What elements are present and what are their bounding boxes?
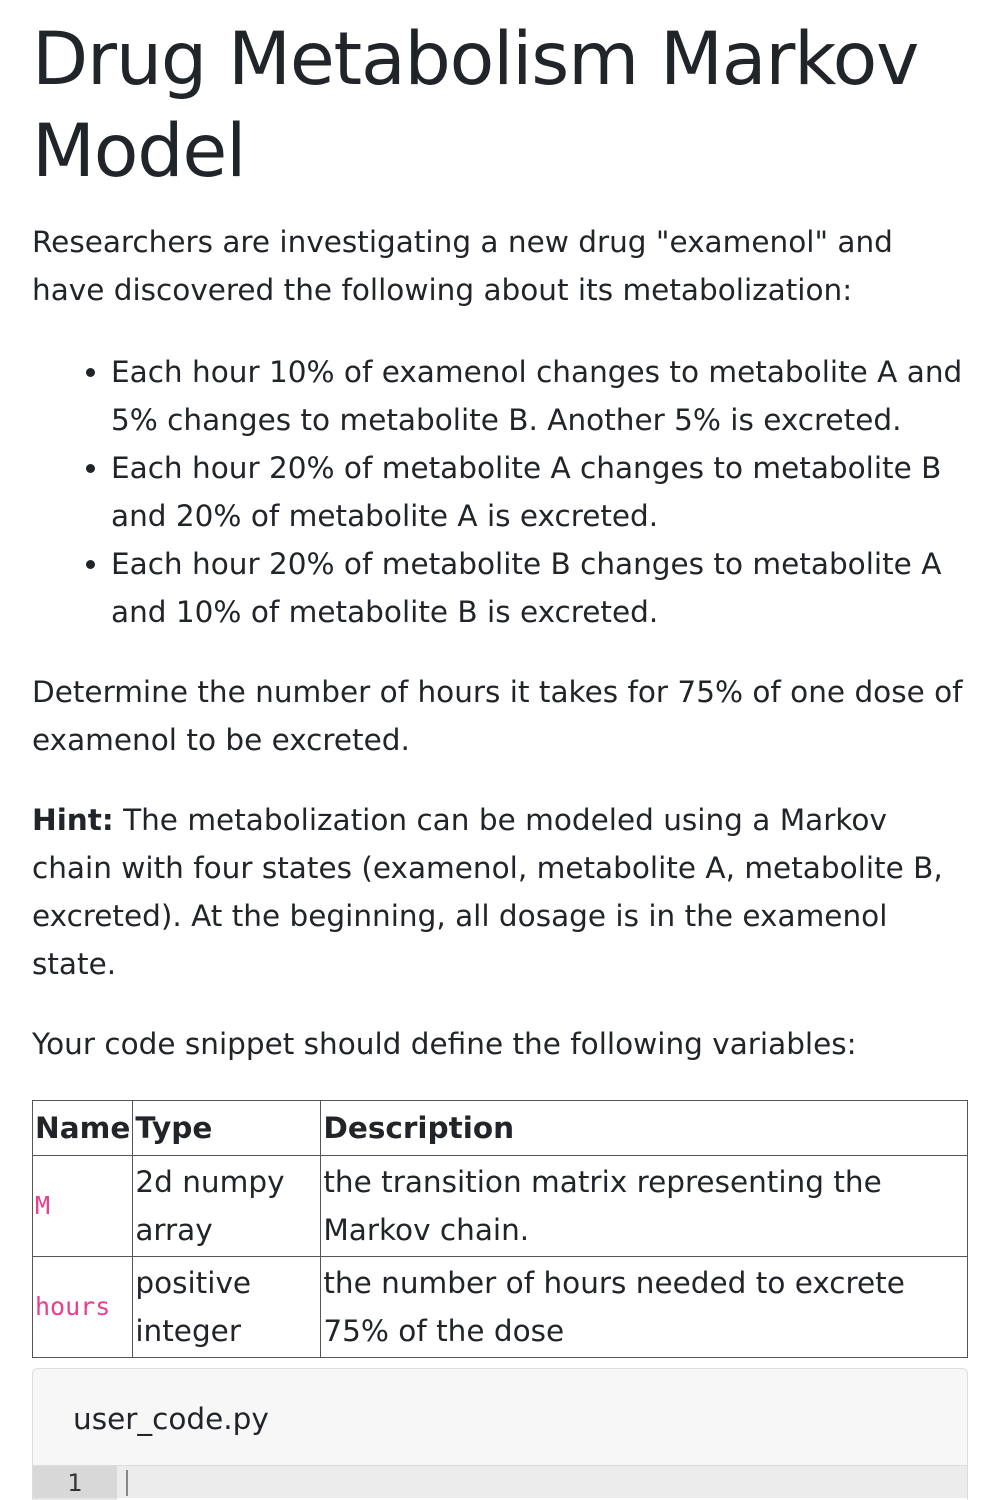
variable-description: the number of hours needed to excrete 75% of the dose — [321, 1257, 968, 1358]
variable-type: 2d numpy array — [133, 1156, 321, 1257]
problem-page — [0, 14, 1006, 1500]
line-number: 1 — [33, 1466, 117, 1498]
variable-name: M — [33, 1156, 133, 1257]
variable-name: hours — [33, 1257, 133, 1358]
table-header-row — [33, 1101, 968, 1156]
variables-intro: Your code snippet should define the following variables: — [32, 1027, 857, 1061]
code-editor[interactable] — [33, 1466, 967, 1500]
list-item: • Each hour 20% of metabolite B changes to metabolite A and 10% of metabolite B is excreted. — [111, 540, 968, 636]
header-description: Description — [321, 1101, 968, 1156]
table-row — [33, 1257, 968, 1358]
code-editor-panel — [32, 1368, 968, 1500]
facts-list — [32, 348, 968, 636]
hint-label: Hint: — [32, 803, 114, 837]
intro-paragraph: Researchers are investigating a new drug "examenol" and have discovered the following about its metabolization: — [32, 225, 893, 307]
list-item: • Each hour 10% of examenol changes to metabolite A and 5% changes to metabolite B. Another 5% is excreted. — [111, 348, 968, 444]
table-row — [33, 1156, 968, 1257]
variable-description: the transition matrix representing the Markov chain. — [321, 1156, 968, 1257]
variable-type: positive integer — [133, 1257, 321, 1358]
editor-filename: user_code.py — [33, 1369, 967, 1466]
text-cursor — [126, 1470, 128, 1496]
page-title: Drug Metabolism Markov Model — [32, 17, 919, 194]
code-line[interactable] — [117, 1466, 967, 1498]
list-item: • Each hour 20% of metabolite A changes to metabolite B and 20% of metabolite A is excreted. — [111, 444, 968, 540]
hint-text: The metabolization can be modeled using a Markov chain with four states (examenol, metabolite A, metabolite B, excreted). At the beginning, all dosage is in the examenol state. — [32, 803, 943, 981]
question-paragraph: Determine the number of hours it takes for 75% of one dose of examenol to be excreted. — [32, 675, 963, 757]
header-name: Name — [33, 1101, 133, 1156]
variables-table — [32, 1100, 968, 1358]
header-type: Type — [133, 1101, 321, 1156]
hint-paragraph — [32, 796, 968, 988]
